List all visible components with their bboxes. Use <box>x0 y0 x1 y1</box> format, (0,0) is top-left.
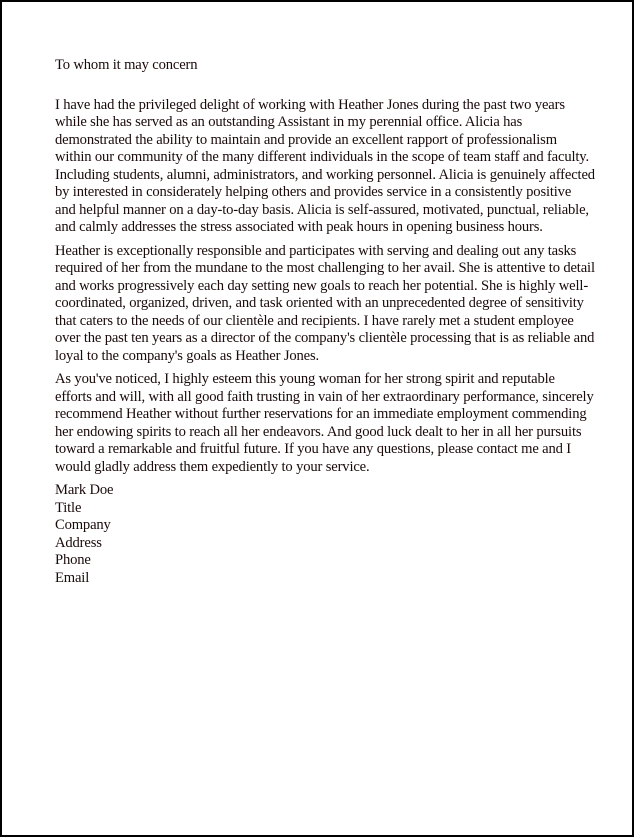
signature-name: Mark Doe <box>55 482 114 498</box>
paragraph-intro: I have had the privileged delight of working with Heather Jones during the past two years while she has served as an outstanding Assistant in my perennial office. Alicia has demonstrated the ability to maintain and provide an excellent rapport of professionalism within our community of the many different individuals in the scope of team staff and faculty. Including students, alumni, administrators, and working personnel. Alicia is genuinely affected by interested in considerately helping others and provides service in a consistently positive and helpful manner on a day-to-day basis. Alicia is self-assured, motivated, punctual, reliable, and calmly addresses the stress associated with peak hours in opening business hours. <box>55 96 595 235</box>
signature-email: Email <box>55 569 90 586</box>
paragraph-recommendation: As you've noticed, I highly esteem this young woman for her strong spirit and reputable efforts and will, with all good faith trusting in vain of her extraordinary performance, sincerely recommend Heather without further reservations for an immediate employment commending her endowing spirits to reach all her endeavors. And good luck dealt to her in all her pursuits toward a remarkable and fruitful future. If you have any questions, please contact me and I would gladly address them expediently to your service. <box>55 371 594 475</box>
signature-phone: Phone <box>55 552 91 568</box>
letter-body <box>55 57 595 587</box>
signature-title: Title <box>55 499 82 516</box>
signature-address: Address <box>55 534 102 551</box>
signature-block <box>55 482 595 587</box>
paragraph-responsibilities: Heather is exceptionally responsible and participates with serving and dealing out any tasks required of her from the mundane to the most challenging to her avail. She is attentive to detail and works progressively each day setting new goals to reach her potential. She is highly well-coordinated, organized, driven, and task oriented with an unprecedented degree of sensitivity that caters to the needs of our clientèle and recipients. I have rarely met a student employee over the past ten years as a director of the company's clientèle processing that is as reliable and loyal to the company's goals as Heather Jones. <box>55 242 595 364</box>
salutation: To whom it may concern <box>55 57 198 73</box>
signature-company: Company <box>55 517 111 533</box>
